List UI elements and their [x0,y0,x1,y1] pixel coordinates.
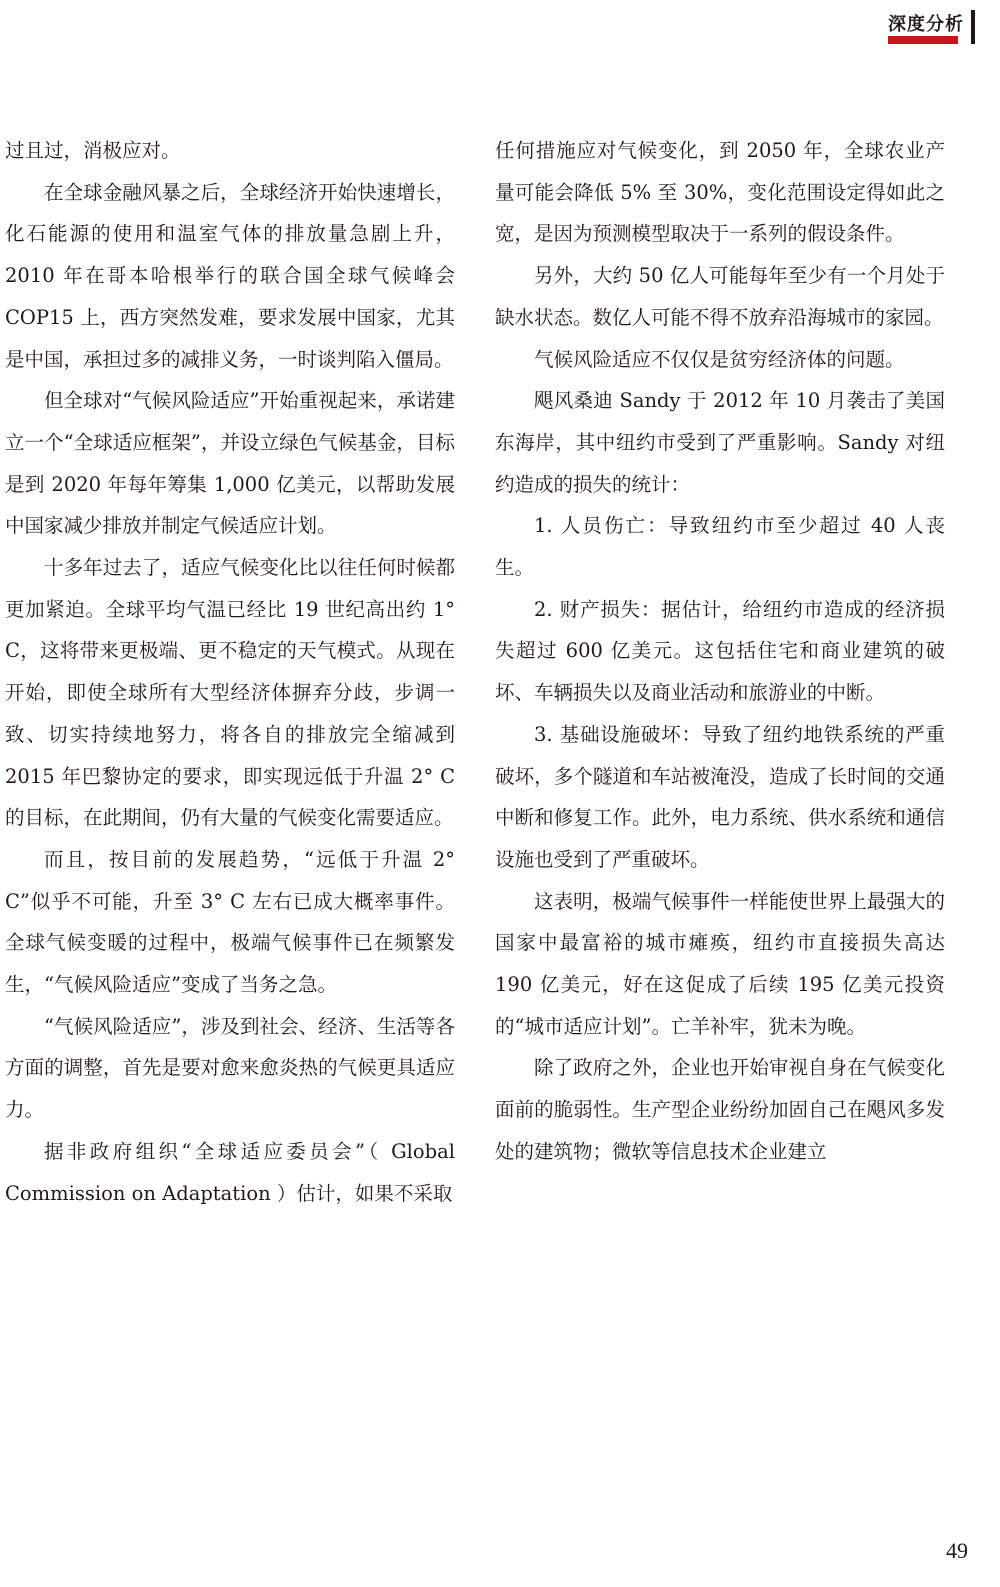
section-divider [971,10,975,44]
list-item: 2. 财产损失：据估计，给纽约市造成的经济损失超过 600 亿美元。这包括住宅和商业建筑的破坏、车辆损失以及商业活动和旅游业的中断。 [495,597,945,705]
paragraph: 任何措施应对气候变化，到 2050 年，全球农业产量可能会降低 5% 至 30%，变化范围设定得如此之宽，是因为预测模型取决于一系列的假设条件。 [495,139,945,246]
paragraph: 这表明，极端气候事件一样能使世界上最强大的国家中最富裕的城市瘫痪，纽约市直接损失高达 190 亿美元，好在这促成了后续 195 亿美元投资的“城市适应计划”。亡羊补牢，犹未为晚。 [495,889,945,1038]
left-column [5,130,455,1214]
paragraph: 过且过，消极应对。 [5,139,181,162]
section-accent-bar [888,36,958,44]
paragraph: 另外，大约 50 亿人可能每年至少有一个月处于缺水状态。数亿人可能不得不放弃沿海城市的家园。 [495,264,945,329]
list-item: 3. 基础设施破坏：导致了纽约地铁系统的严重破坏，多个隧道和车站被淹没，造成了长时间的交通中断和修复工作。此外，电力系统、供水系统和通信设施也受到了严重破坏。 [495,722,945,871]
paragraph: 在全球金融风暴之后，全球经济开始快速增长，化石能源的使用和温室气体的排放量急剧上升，2010 年在哥本哈根举行的联合国全球气候峰会 COP15 上，西方突然发难，要求发展中国家，尤其是中国，承担过多的减排义务，一时谈判陷入僵局。 [5,180,455,371]
paragraph: 除了政府之外，企业也开始审视自身在气候变化面前的脆弱性。生产型企业纷纷加固自己在飓风多发处的建筑物；微软等信息技术企业建立 [495,1056,945,1163]
paragraph: 气候风险适应不仅仅是贫穷经济体的问题。 [534,347,905,371]
list-item: 1. 人员伤亡：导致纽约市至少超过 40 人丧生。 [495,514,945,580]
page-number: 49 [946,1538,968,1563]
section-title: 深度分析 [888,14,964,35]
right-column [495,130,945,1173]
paragraph: 但全球对“气候风险适应”开始重视起来，承诺建立一个“全球适应框架”，并设立绿色气候基金，目标是到 2020 年每年筹集 1,000 亿美元，以帮助发展中国家减少排放并制定气候适应计划。 [5,389,455,538]
paragraph: 十多年过去了，适应气候变化比以往任何时候都更加紧迫。全球平均气温已经比 19 世纪高出约 1° C，这将带来更极端、更不稳定的天气模式。从现在开始，即使全球所有大型经济体摒弃分歧，步调一致、切实持续地努力，将各自的排放完全缩减到 2015 年巴黎协定的要求，即实现远低于升温 2° C 的目标，在此期间，仍有大量的气候变化需要适应。 [5,556,455,830]
paragraph: 而且，按目前的发展趋势，“远低于升温 2° C”似乎不可能，升至 3° C 左右已成大概率事件。全球气候变暖的过程中，极端气候事件已在频繁发生，“气候风险适应”变成了当务之急。 [5,847,455,997]
paragraph: 飓风桑迪 Sandy 于 2012 年 10 月袭击了美国东海岸，其中纽约市受到了严重影响。Sandy 对纽约造成的损失的统计： [495,389,945,496]
paragraph: “气候风险适应”，涉及到社会、经济、生活等各方面的调整，首先是要对愈来愈炎热的气候更具适应力。 [5,1014,455,1122]
paragraph: 据非政府组织“全球适应委员会”（ Global Commission on Adaptation ）估计，如果不采取 [5,1139,455,1205]
